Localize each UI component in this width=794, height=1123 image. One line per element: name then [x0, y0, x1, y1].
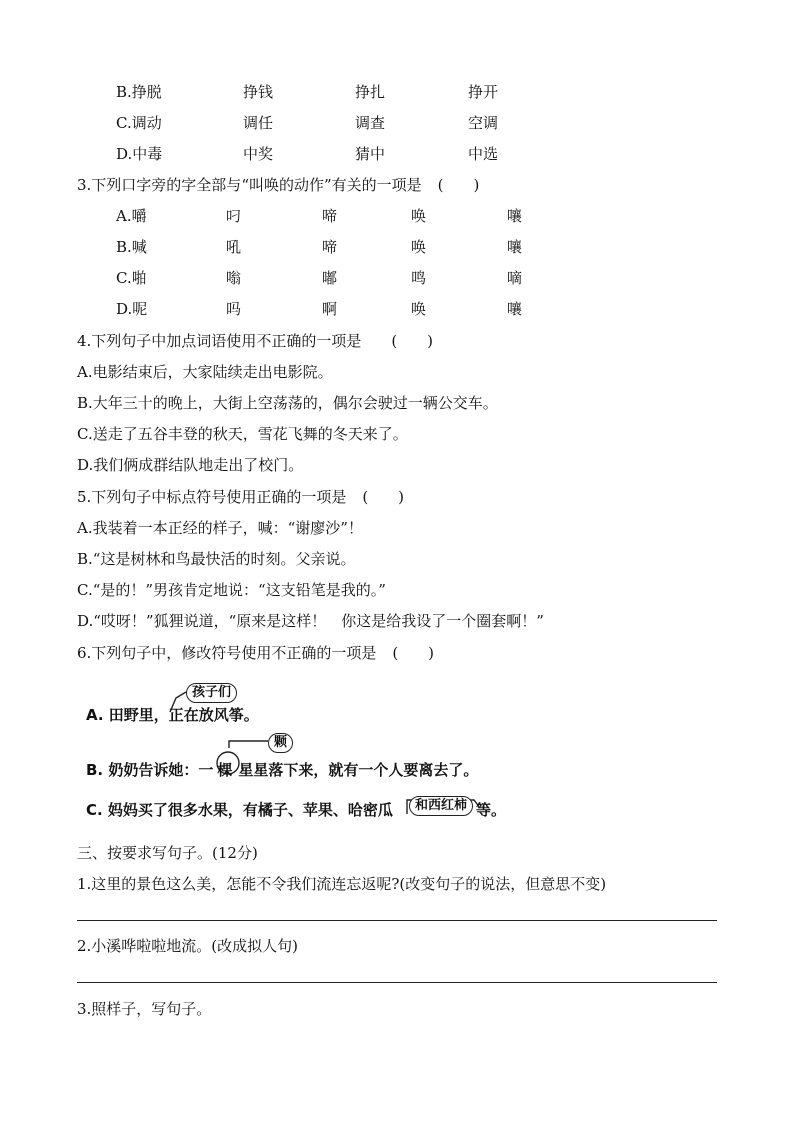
- q3-option-char: 唤: [411, 207, 427, 225]
- section3-q3: 3.照样子，写句子。: [77, 1000, 212, 1018]
- q3-option-char: 嘀: [507, 269, 523, 287]
- q3-option-char: 嘟: [322, 269, 338, 287]
- q3-option-char: 嚷: [507, 207, 523, 225]
- q4-stem: 4.下列句子中加点词语使用不正确的一项是 ( ): [77, 332, 434, 350]
- q3-option-char: 啊: [322, 300, 338, 318]
- q3-option-char: 啼: [322, 207, 338, 225]
- q3-option-char: 啼: [322, 238, 338, 256]
- q3-option-char: 叼: [226, 207, 242, 225]
- q4-option-d: D.我们俩成群结队地走出了校门。: [77, 456, 304, 474]
- q3-option-a-label: A.嚼: [116, 207, 147, 225]
- q5-stem: 5.下列句子中标点符号使用正确的一项是 ( ): [77, 488, 405, 506]
- section3-q2: 2.小溪哗啦啦地流。(改成拟人句): [77, 937, 299, 955]
- q4-option-c: C.送走了五谷丰登的秋天，雪花飞舞的冬天来了。: [77, 425, 408, 443]
- q6-option-b-sentence: B. 奶奶告诉她：一 棵 星星落下来，就有一个人要离去了。: [86, 761, 479, 779]
- q2-option-b-label: B.挣脱: [116, 83, 162, 101]
- q4-option-b: B.大年三十的晚上，大街上空荡荡的，偶尔会驶过一辆公交车。: [77, 394, 498, 412]
- q2-option-d-item: 中奖: [243, 145, 274, 163]
- q3-option-char: 鸣: [411, 269, 427, 287]
- q6-option-b-circled-word: 棵: [217, 761, 233, 779]
- q3-option-c-label: C.啪: [116, 269, 147, 287]
- q5-option-b: B.“这是树林和鸟最快活的时刻。父亲说。: [77, 550, 356, 568]
- q3-option-char: 唤: [411, 238, 427, 256]
- answer-line[interactable]: [77, 920, 717, 921]
- q6-option-c-sentence: C. 妈妈买了很多水果，有橘子、苹果、哈密瓜: [86, 801, 393, 819]
- q5-answer-paren[interactable]: ( ): [362, 488, 405, 506]
- q3-option-char: 嚷: [507, 238, 523, 256]
- q3-stem: 3.下列口字旁的字全部与“叫唤的动作”有关的一项是 ( ): [77, 176, 480, 194]
- q3-option-char: 唤: [411, 300, 427, 318]
- q2-option-c-item: 调任: [243, 114, 274, 132]
- q3-option-char: 吼: [226, 238, 242, 256]
- replacement-lead-stroke: [229, 741, 268, 748]
- q6-option-c-insert-mark: 和西红柿: [409, 796, 473, 816]
- q2-option-b-item: 挣钱: [243, 83, 274, 101]
- q2-option-c-item: 调查: [355, 114, 386, 132]
- q2-option-b-item: 挣开: [468, 83, 499, 101]
- q3-option-char: 吗: [226, 300, 242, 318]
- q3-answer-paren[interactable]: ( ): [437, 176, 480, 194]
- q6-stem: 6.下列句子中，修改符号使用不正确的一项是 ( ): [77, 644, 435, 662]
- q6-option-a-insert-mark: 孩子们: [186, 683, 237, 703]
- q2-option-c-item: 空调: [468, 114, 499, 132]
- section3-q1: 1.这里的景色这么美，怎能不令我们流连忘返呢?(改变句子的说法，但意思不变): [77, 875, 607, 893]
- q3-option-char: 嗡: [226, 269, 242, 287]
- q2-option-d-item: 猜中: [355, 145, 386, 163]
- q2-option-b-item: 挣扎: [355, 83, 386, 101]
- q3-option-char: 嚷: [507, 300, 523, 318]
- q6-option-c-suffix: 等。: [476, 801, 507, 819]
- q6-option-a-sentence: A. 田野里，正在放风筝。: [86, 706, 259, 724]
- q2-option-d-label: D.中毒: [116, 145, 163, 163]
- q6-answer-paren[interactable]: ( ): [392, 644, 435, 662]
- q5-option-d: D.“哎呀！”狐狸说道，“原来是这样！ 你这是给我设了一个圈套啊！”: [77, 612, 544, 630]
- q4-option-a: A.电影结束后，大家陆续走出电影院。: [77, 363, 333, 381]
- q3-option-b-label: B.喊: [116, 238, 147, 256]
- q2-option-c-label: C.调动: [116, 114, 162, 132]
- q6-option-b-replace-mark: 颗: [268, 733, 293, 753]
- q2-option-d-item: 中选: [468, 145, 499, 163]
- answer-line[interactable]: [77, 982, 717, 983]
- q3-option-d-label: D.呢: [116, 300, 148, 318]
- section3-heading: 三、按要求写句子。(12分): [77, 844, 258, 862]
- q4-answer-paren[interactable]: ( ): [391, 332, 434, 350]
- q5-option-a: A.我装着一本正经的样子，喊：“谢廖沙”！: [77, 519, 363, 537]
- q5-option-c: C.“是的！”男孩肯定地说：“这支铅笔是我的。”: [77, 581, 386, 599]
